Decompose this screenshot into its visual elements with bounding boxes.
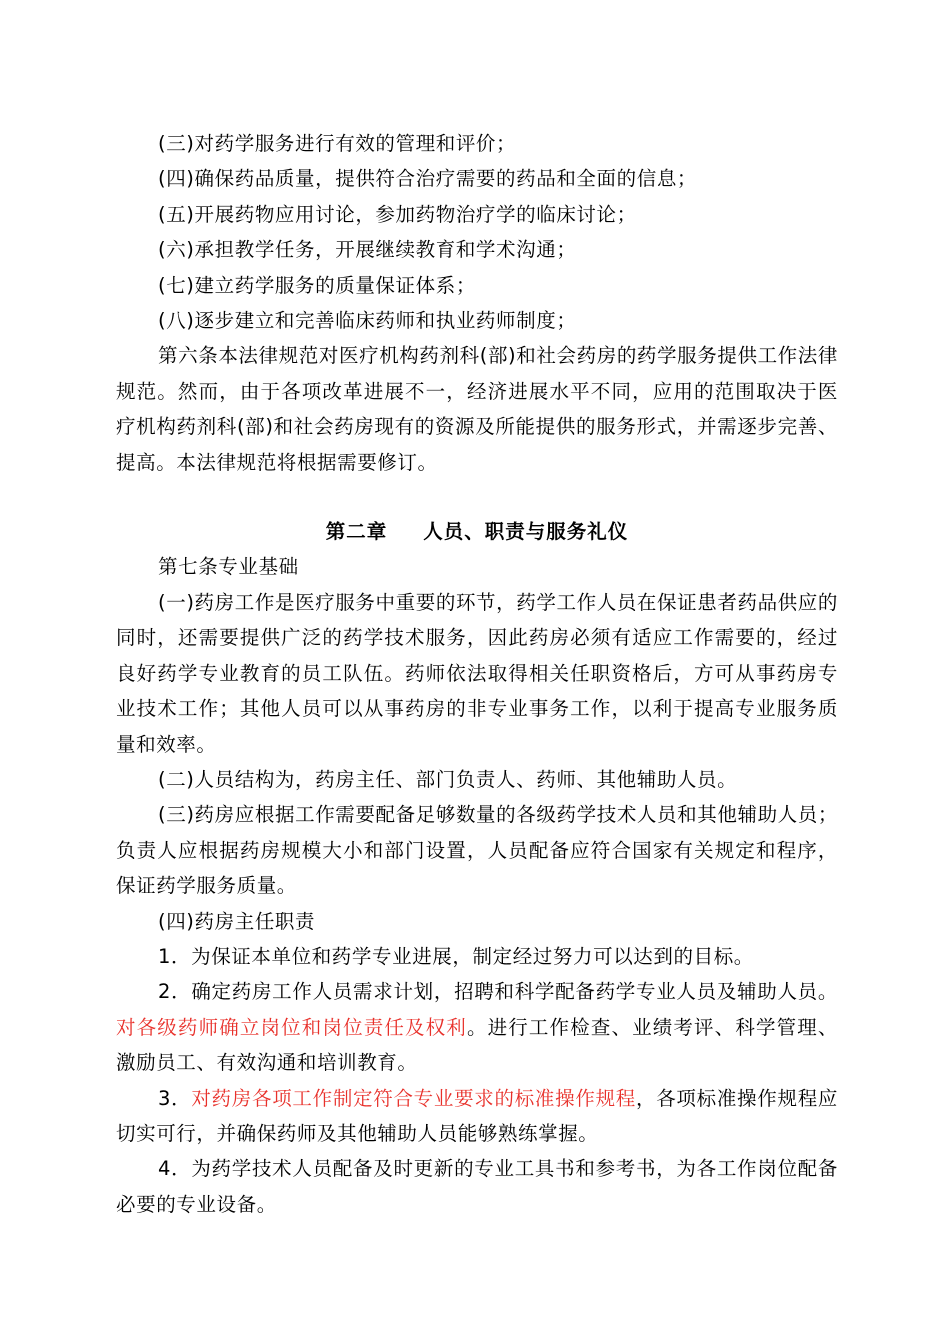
list-item: (五)开展药物应用讨论，参加药物治疗学的临床讨论； [158,202,637,226]
duty-3-text-a: 3． [158,1086,192,1110]
list-item: (三)对药学服务进行有效的管理和评价； [158,132,517,155]
duty-2-highlight: 对各级药师确立岗位和岗位责任及权利 [116,1015,467,1039]
duty-item-2 [116,974,838,1080]
chapter-title: 人员、职责与服务礼仪 [423,520,629,544]
duty-2-text-a: 2．确定药房工作人员需求计划，招聘和科学配备药学专业人员及辅助人员。 [158,980,838,1004]
duty-item-4: 4．为药学技术人员配备及时更新的专业工具书和参考书，为各工作岗位配备必要的专业设备。 [116,1157,838,1216]
article-7-paragraph-4: (四)药房主任职责 [158,909,316,933]
duty-item-3 [116,1081,838,1152]
article-7-paragraph-1: (一)药房工作是医疗服务中重要的环节，药学工作人员在保证患者药品供应的同时，还需要提供广泛的药学技术服务，因此药房必须有适应工作需要的，经过良好药学专业教育的员工队伍。药师依法取得相关任职资格后，方可从事药房专业技术工作；其他人员可以从事药房的非专业事务工作，以利于提高专业服务质量和效率。 [116,590,838,756]
duty-item-1: 1．为保证本单位和药学专业进展，制定经过努力可以达到的目标。 [158,944,754,968]
list-item: (六)承担教学任务，开展继续教育和学术沟通； [158,238,577,262]
article-7-title: 第七条专业基础 [158,555,299,579]
duty-3-highlight: 对药房各项工作制定符合专业要求的标准操作规程 [191,1086,636,1110]
list-item: (七)建立药学服务的质量保证体系； [158,273,476,297]
duty-3-text-b: ，各项标准操作规程应切实可行，并确保药师及其他辅助人员能够熟练掌握。 [116,1086,839,1145]
article-7-paragraph-2: (二)人员结构为，药房主任、部门负责人、药师、其他辅助人员。 [158,767,738,791]
chapter-heading [116,514,838,549]
duty-2-text-b: 。进行工作检查、业绩考评、科学管理、激励员工、有效沟通和培训教育。 [116,1015,838,1075]
article-7-paragraph-3: (三)药房应根据工作需要配备足够数量的各级药学技术人员和其他辅助人员；负责人应根据药房规模大小和部门设置，人员配备应符合国家有关规定和程序，保证药学服务质量。 [116,803,838,898]
document-page [116,126,838,1222]
article-6-paragraph: 第六条本法律规范对医疗机构药剂科(部)和社会药房的药学服务提供工作法律规范。然而，由于各项改革进展不一，经济进展水平不同，应用的范围取决于医疗机构药剂科(部)和社会药房现有的资源及所能提供的服务形式，并需逐步完善、提高。本法律规范将根据需要修订。 [116,344,838,474]
chapter-number: 第二章 [325,520,388,544]
list-item: (八)逐步建立和完善临床药师和执业药师制度； [158,309,577,333]
list-item: (四)确保药品质量，提供符合治疗需要的药品和全面的信息； [158,167,698,191]
